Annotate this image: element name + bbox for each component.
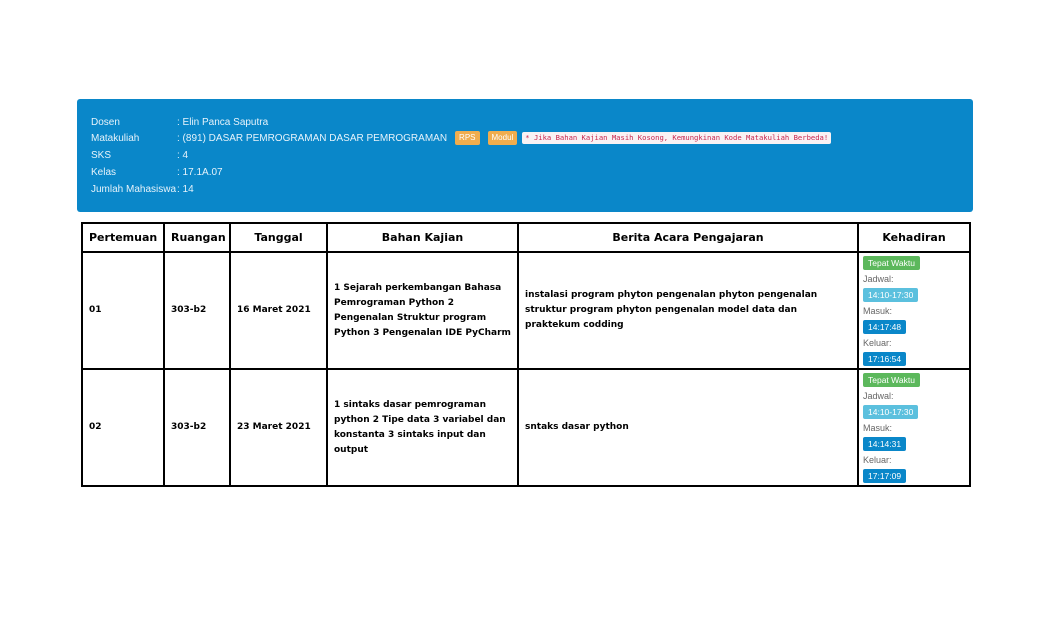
column-header-berita-acara: Berita Acara Pengajaran <box>518 223 858 252</box>
rps-button[interactable]: RPS <box>455 131 479 145</box>
sks-value: : 4 <box>177 149 189 161</box>
keluar-label: Keluar: <box>863 337 892 348</box>
jadwal-label: Jadwal: <box>863 273 894 284</box>
matakuliah-label: Matakuliah <box>91 132 140 144</box>
table-header-row <box>82 223 970 252</box>
table-row <box>82 369 970 486</box>
sks-label: SKS <box>91 149 112 161</box>
pertemuan-cell: 01 <box>82 252 164 369</box>
kelas-label: Kelas <box>91 166 117 178</box>
dosen-row <box>91 114 268 130</box>
dosen-label: Dosen <box>91 116 120 128</box>
keluar-badge: 17:16:54 <box>863 352 906 366</box>
masuk-badge: 14:14:31 <box>863 437 906 451</box>
kode-matakuliah-note: * Jika Bahan Kajian Masih Kosong, Kemungkinan Kode Matakuliah Berbeda! <box>522 132 831 144</box>
kelas-row <box>91 164 223 180</box>
column-header-ruangan: Ruangan <box>164 223 230 252</box>
ruangan-cell: 303-b2 <box>164 252 230 369</box>
masuk-label: Masuk: <box>863 305 893 316</box>
jadwal-badge: 14:10-17:30 <box>863 405 918 419</box>
kehadiran-cell <box>858 369 970 486</box>
masuk-badge: 14:17:48 <box>863 320 906 334</box>
ruangan-cell: 303-b2 <box>164 369 230 486</box>
keluar-badge: 17:17:09 <box>863 469 906 483</box>
tanggal-cell: 23 Maret 2021 <box>230 369 327 486</box>
berita-acara-cell: instalasi program phyton pengenalan phyton pengenalan struktur program phyton pengenalan model data dan praktekum codding <box>518 252 858 369</box>
jumlah-mahasiswa-label: Jumlah Mahasiswa <box>91 183 177 195</box>
bahan-kajian-cell: 1 Sejarah perkembangan Bahasa Pemrograman Python 2 Pengenalan Struktur program Python 3 Pengenalan IDE PyCharm <box>327 252 518 369</box>
course-info-panel <box>77 99 973 212</box>
jadwal-label: Jadwal: <box>863 390 894 401</box>
pertemuan-cell: 02 <box>82 369 164 486</box>
kehadiran-cell <box>858 252 970 369</box>
masuk-label: Masuk: <box>863 422 893 433</box>
matakuliah-row <box>91 130 831 146</box>
bahan-kajian-cell: 1 sintaks dasar pemrograman python 2 Tipe data 3 variabel dan konstanta 3 sintaks input dan output <box>327 369 518 486</box>
keluar-label: Keluar: <box>863 454 892 465</box>
sks-row <box>91 147 188 163</box>
kelas-value: : 17.1A.07 <box>177 166 223 178</box>
jadwal-badge: 14:10-17:30 <box>863 288 918 302</box>
tanggal-cell: 16 Maret 2021 <box>230 252 327 369</box>
berita-acara-cell: sntaks dasar python <box>518 369 858 486</box>
jumlah-mahasiswa-row <box>91 181 194 197</box>
matakuliah-value: : (891) DASAR PEMROGRAMAN DASAR PEMROGRAMAN <box>177 132 448 144</box>
pertemuan-table <box>81 222 971 487</box>
column-header-pertemuan: Pertemuan <box>82 223 164 252</box>
table-row <box>82 252 970 369</box>
column-header-kehadiran: Kehadiran <box>858 223 970 252</box>
modul-button[interactable]: Modul <box>488 131 518 145</box>
jumlah-mahasiswa-value: : 14 <box>177 183 194 195</box>
status-badge: Tepat Waktu <box>863 256 920 270</box>
status-badge: Tepat Waktu <box>863 373 920 387</box>
dosen-value: : Elin Panca Saputra <box>177 116 269 128</box>
column-header-tanggal: Tanggal <box>230 223 327 252</box>
column-header-bahan-kajian: Bahan Kajian <box>327 223 518 252</box>
